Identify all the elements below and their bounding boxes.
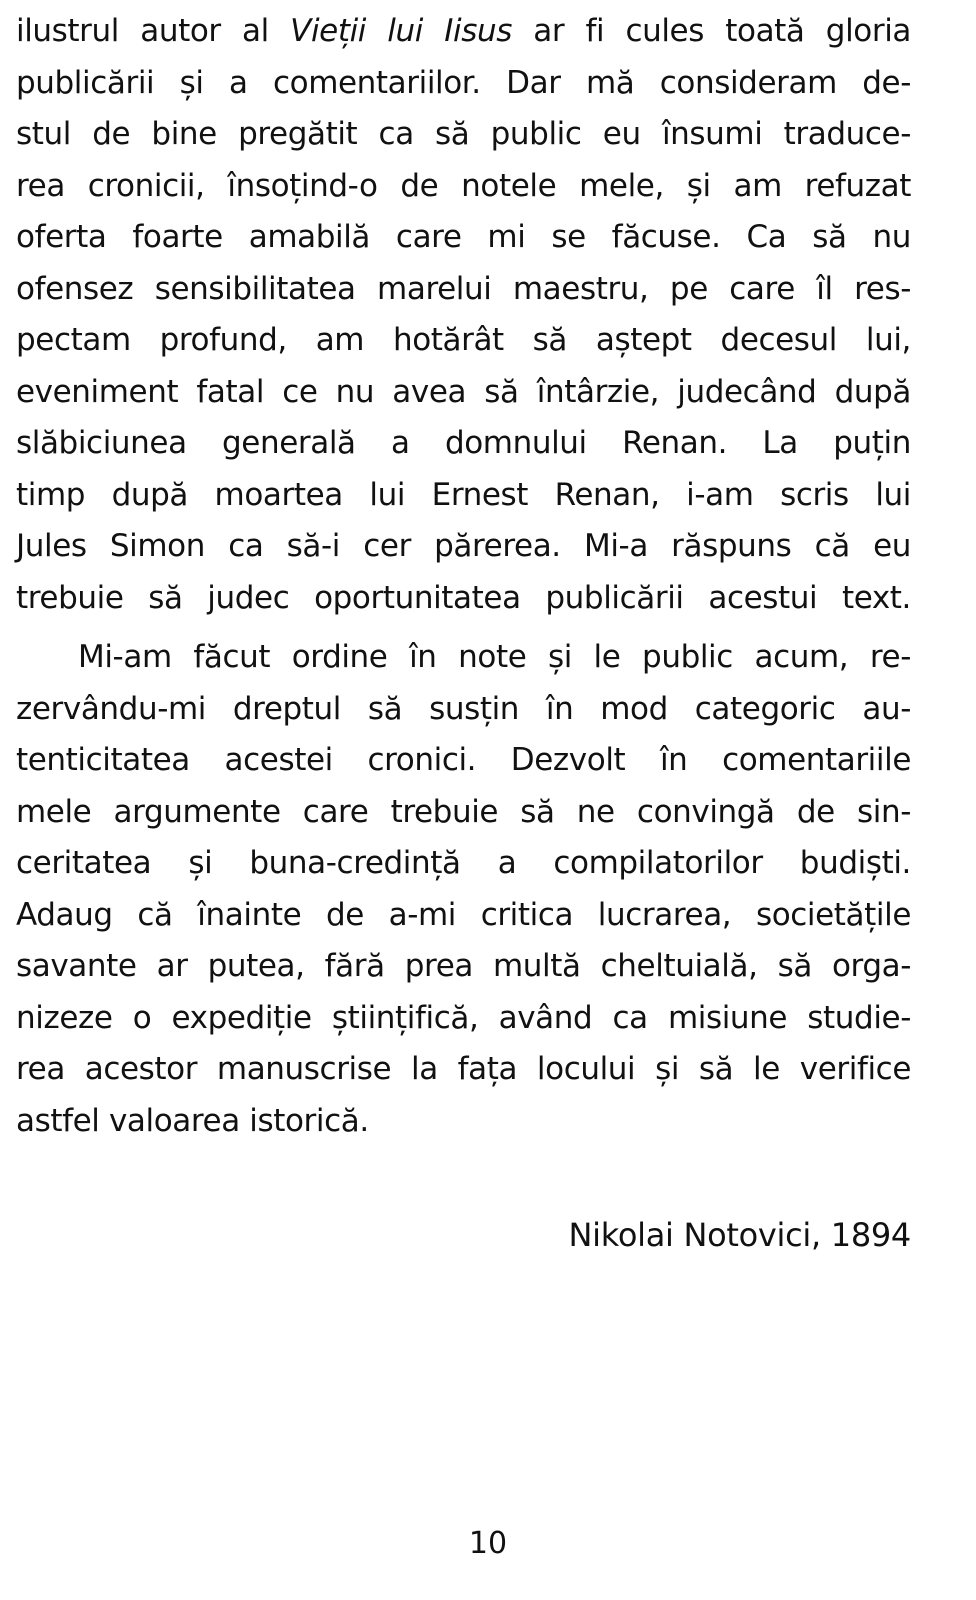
text-line: publicării și a comentariilor. Dar mă consideram de- <box>16 64 911 101</box>
paragraph-spacer <box>16 624 911 632</box>
text-line: stul de bine pregătit ca să public eu însumi traduce- <box>16 116 911 152</box>
text-line: Jules Simon ca să-i cer părerea. Mi-a răspuns că eu <box>16 528 911 564</box>
paragraph-2 <box>16 632 911 1147</box>
text-line: rea cronicii, însoțind-o de notele mele, și am refuzat <box>16 167 911 204</box>
text-line: savante ar putea, fără prea multă cheltuială, să orga- <box>16 948 911 984</box>
text-line <box>16 6 911 58</box>
text-line: oferta foarte amabilă care mi se făcuse. Ca să nu <box>16 219 911 255</box>
text-line: pectam profund, am hotărât să aștept decesul lui, <box>16 322 911 358</box>
book-title-italic: Vieții lui Iisus <box>290 13 512 49</box>
text-line: rea acestor manuscrise la fața locului și să le verifice <box>16 1051 911 1087</box>
text-line: eveniment fatal ce nu avea să întârzie, judecând după <box>16 373 911 410</box>
text-line: timp după moartea lui Ernest Renan, i-am scris lui <box>16 476 911 513</box>
author-signature: Nikolai Notovici, 1894 <box>568 1216 911 1254</box>
text-line: Mi-am făcut ordine în note și le public acum, re- <box>78 639 911 675</box>
text-run: ilustrul autor al <box>16 13 291 49</box>
text-line: zervându-mi dreptul să susțin în mod categoric au- <box>16 690 911 727</box>
text-line: Adaug că înainte de a-mi critica lucrarea, societățile <box>16 896 911 933</box>
text-line: trebuie să judec oportunitatea publicării acestui text. <box>16 579 911 616</box>
text-line: nizeze o expediție științifică, având ca misiune studie- <box>16 999 911 1036</box>
text-line: ceritatea și buna-credință a compilatorilor budiști. <box>16 845 911 881</box>
page-number: 10 <box>468 1526 508 1561</box>
paragraph-1 <box>16 6 911 624</box>
body-text <box>16 6 911 1147</box>
text-line: tenticitatea acestei cronici. Dezvolt în comentariile <box>16 742 911 778</box>
text-line: slăbiciunea generală a domnului Renan. La puțin <box>16 425 911 461</box>
text-run: ar fi cules toată gloria <box>511 13 912 49</box>
text-line: mele argumente care trebuie să ne convingă de sin- <box>16 793 911 830</box>
text-line: astfel valoarea istorică. <box>16 1102 369 1139</box>
text-line: ofensez sensibilitatea marelui maestru, pe care îl res- <box>16 270 911 307</box>
